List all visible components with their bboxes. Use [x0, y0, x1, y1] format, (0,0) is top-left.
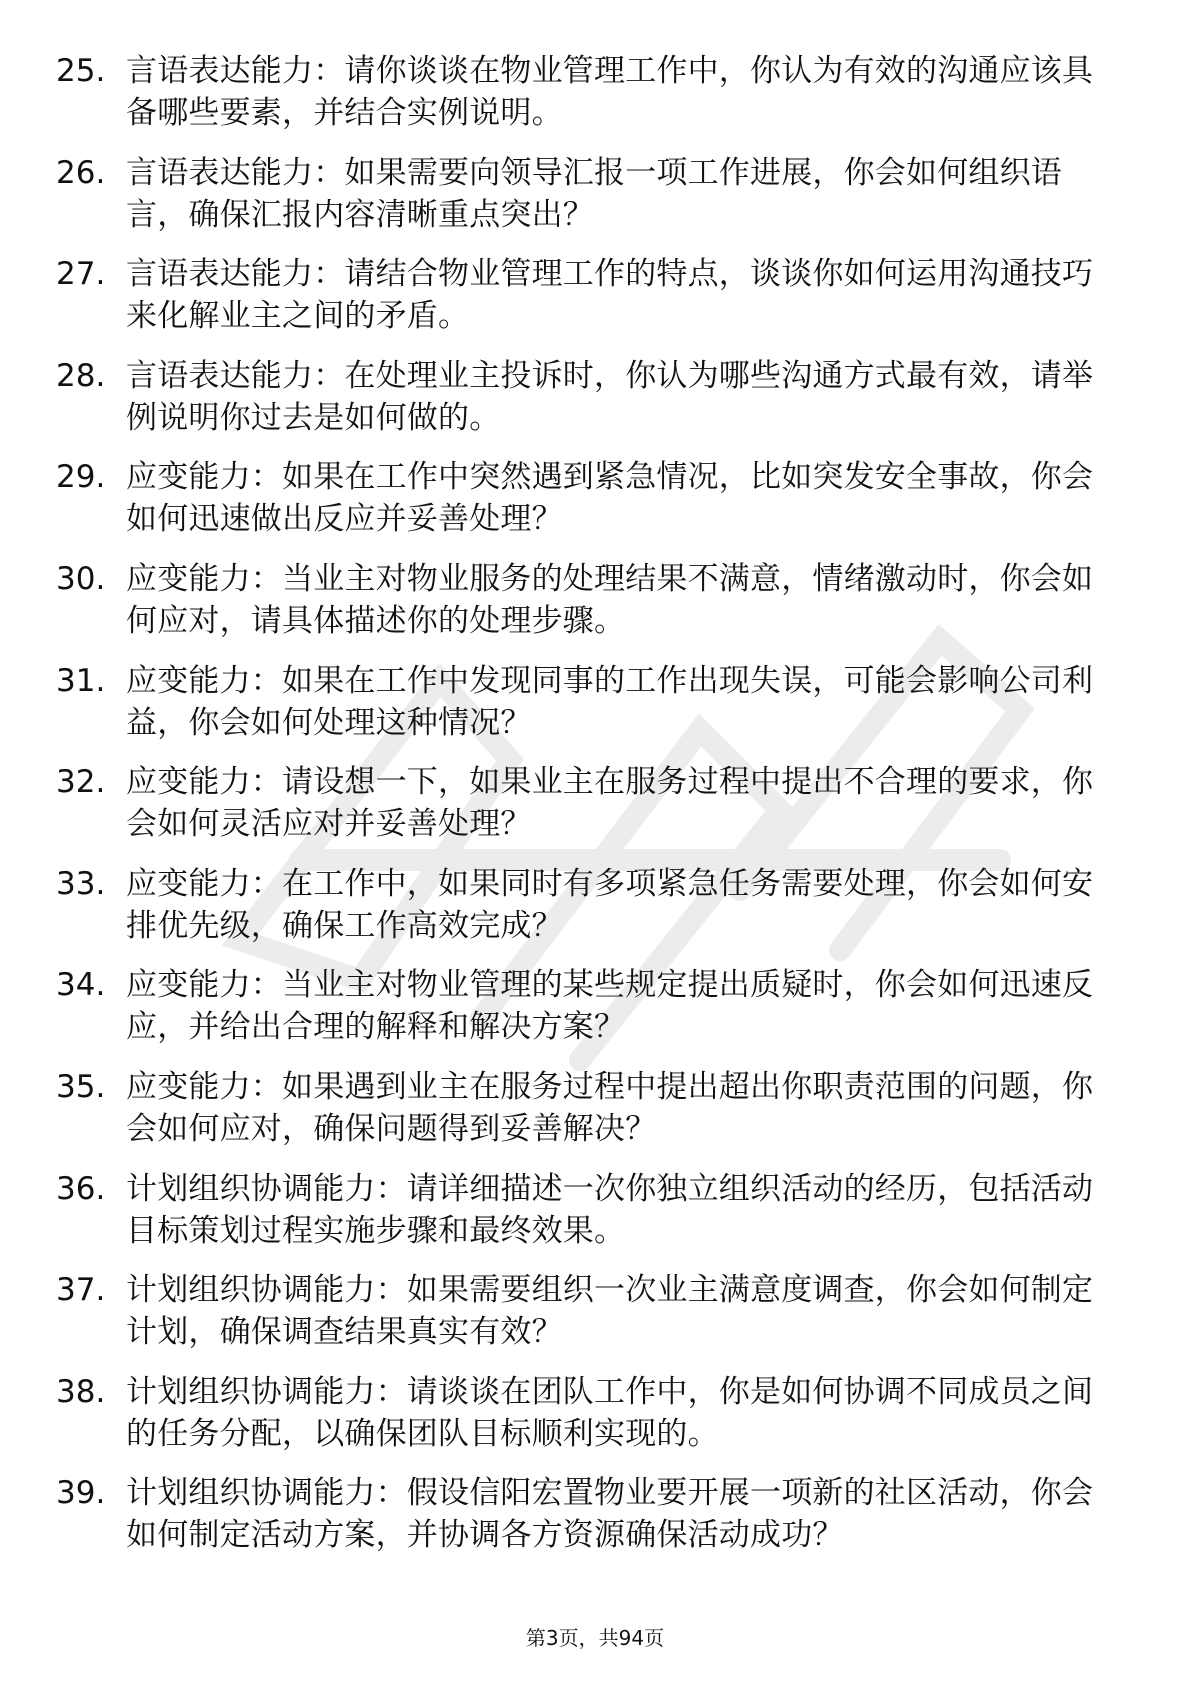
- question-item: [56, 558, 1116, 642]
- question-number: 26.: [56, 154, 106, 191]
- question-item: [56, 761, 1116, 845]
- question-text: 应变能力：如果在工作中发现同事的工作出现失误，可能会影响公司利益，你会如何处理这种情况？: [126, 662, 1094, 741]
- question-item: [56, 456, 1116, 540]
- question-text: 计划组织协调能力：如果需要组织一次业主满意度调查，你会如何制定计划，确保调查结果真实有效？: [126, 1272, 1094, 1351]
- question-number: 39.: [56, 1475, 106, 1512]
- question-number: 37.: [56, 1272, 106, 1309]
- question-number: 27.: [56, 256, 106, 293]
- question-text: 应变能力：当业主对物业服务的处理结果不满意，情绪激动时，你会如何应对，请具体描述你的处理步骤。: [126, 560, 1094, 639]
- question-number: 29.: [56, 459, 106, 496]
- question-number: 33.: [56, 865, 106, 902]
- question-text: 应变能力：当业主对物业管理的某些规定提出质疑时，你会如何迅速反应，并给出合理的解释和解决方案？: [126, 967, 1094, 1046]
- question-text: 言语表达能力：在处理业主投诉时，你认为哪些沟通方式最有效，请举例说明你过去是如何做的。: [126, 357, 1094, 436]
- question-text: 应变能力：如果在工作中突然遇到紧急情况，比如突发安全事故，你会如何迅速做出反应并妥善处理？: [126, 459, 1094, 538]
- question-list: [56, 50, 1116, 1574]
- question-item: [56, 1168, 1116, 1252]
- question-item: [56, 1066, 1116, 1150]
- question-item: [56, 355, 1116, 439]
- question-text: 应变能力：请设想一下，如果业主在服务过程中提出不合理的要求，你会如何灵活应对并妥善处理？: [126, 764, 1094, 843]
- question-number: 31.: [56, 662, 106, 699]
- question-number: 30.: [56, 560, 106, 597]
- question-number: 28.: [56, 357, 106, 394]
- page-number-footer: 第3页，共94页: [525, 1626, 665, 1650]
- question-item: [56, 50, 1116, 134]
- question-number: 38.: [56, 1373, 106, 1410]
- question-number: 32.: [56, 764, 106, 801]
- question-text: 计划组织协调能力：假设信阳宏置物业要开展一项新的社区活动，你会如何制定活动方案，并协调各方资源确保活动成功？: [126, 1475, 1094, 1554]
- question-item: [56, 253, 1116, 337]
- question-text: 言语表达能力：请你谈谈在物业管理工作中，你认为有效的沟通应该具备哪些要素，并结合实例说明。: [126, 53, 1094, 131]
- question-item: [56, 1472, 1116, 1556]
- question-text: 计划组织协调能力：请详细描述一次你独立组织活动的经历，包括活动目标策划过程实施步骤和最终效果。: [126, 1170, 1094, 1249]
- question-item: [56, 1371, 1116, 1455]
- question-item: [56, 863, 1116, 947]
- question-text: 言语表达能力：如果需要向领导汇报一项工作进展，你会如何组织语言，确保汇报内容清晰重点突出？: [126, 154, 1062, 233]
- question-text: 计划组织协调能力：请谈谈在团队工作中，你是如何协调不同成员之间的任务分配，以确保团队目标顺利实现的。: [126, 1373, 1094, 1452]
- question-text: 应变能力：在工作中，如果同时有多项紧急任务需要处理，你会如何安排优先级，确保工作高效完成？: [126, 865, 1094, 944]
- question-item: [56, 660, 1116, 744]
- question-item: [56, 152, 1116, 236]
- question-text: 应变能力：如果遇到业主在服务过程中提出超出你职责范围的问题，你会如何应对，确保问题得到妥善解决？: [126, 1068, 1094, 1147]
- question-item: [56, 1269, 1116, 1353]
- question-number: 36.: [56, 1170, 106, 1207]
- question-number: 35.: [56, 1068, 106, 1105]
- question-number: 25.: [56, 53, 106, 89]
- question-number: 34.: [56, 967, 106, 1004]
- question-text: 言语表达能力：请结合物业管理工作的特点，谈谈你如何运用沟通技巧来化解业主之间的矛盾。: [126, 256, 1094, 335]
- question-item: [56, 964, 1116, 1048]
